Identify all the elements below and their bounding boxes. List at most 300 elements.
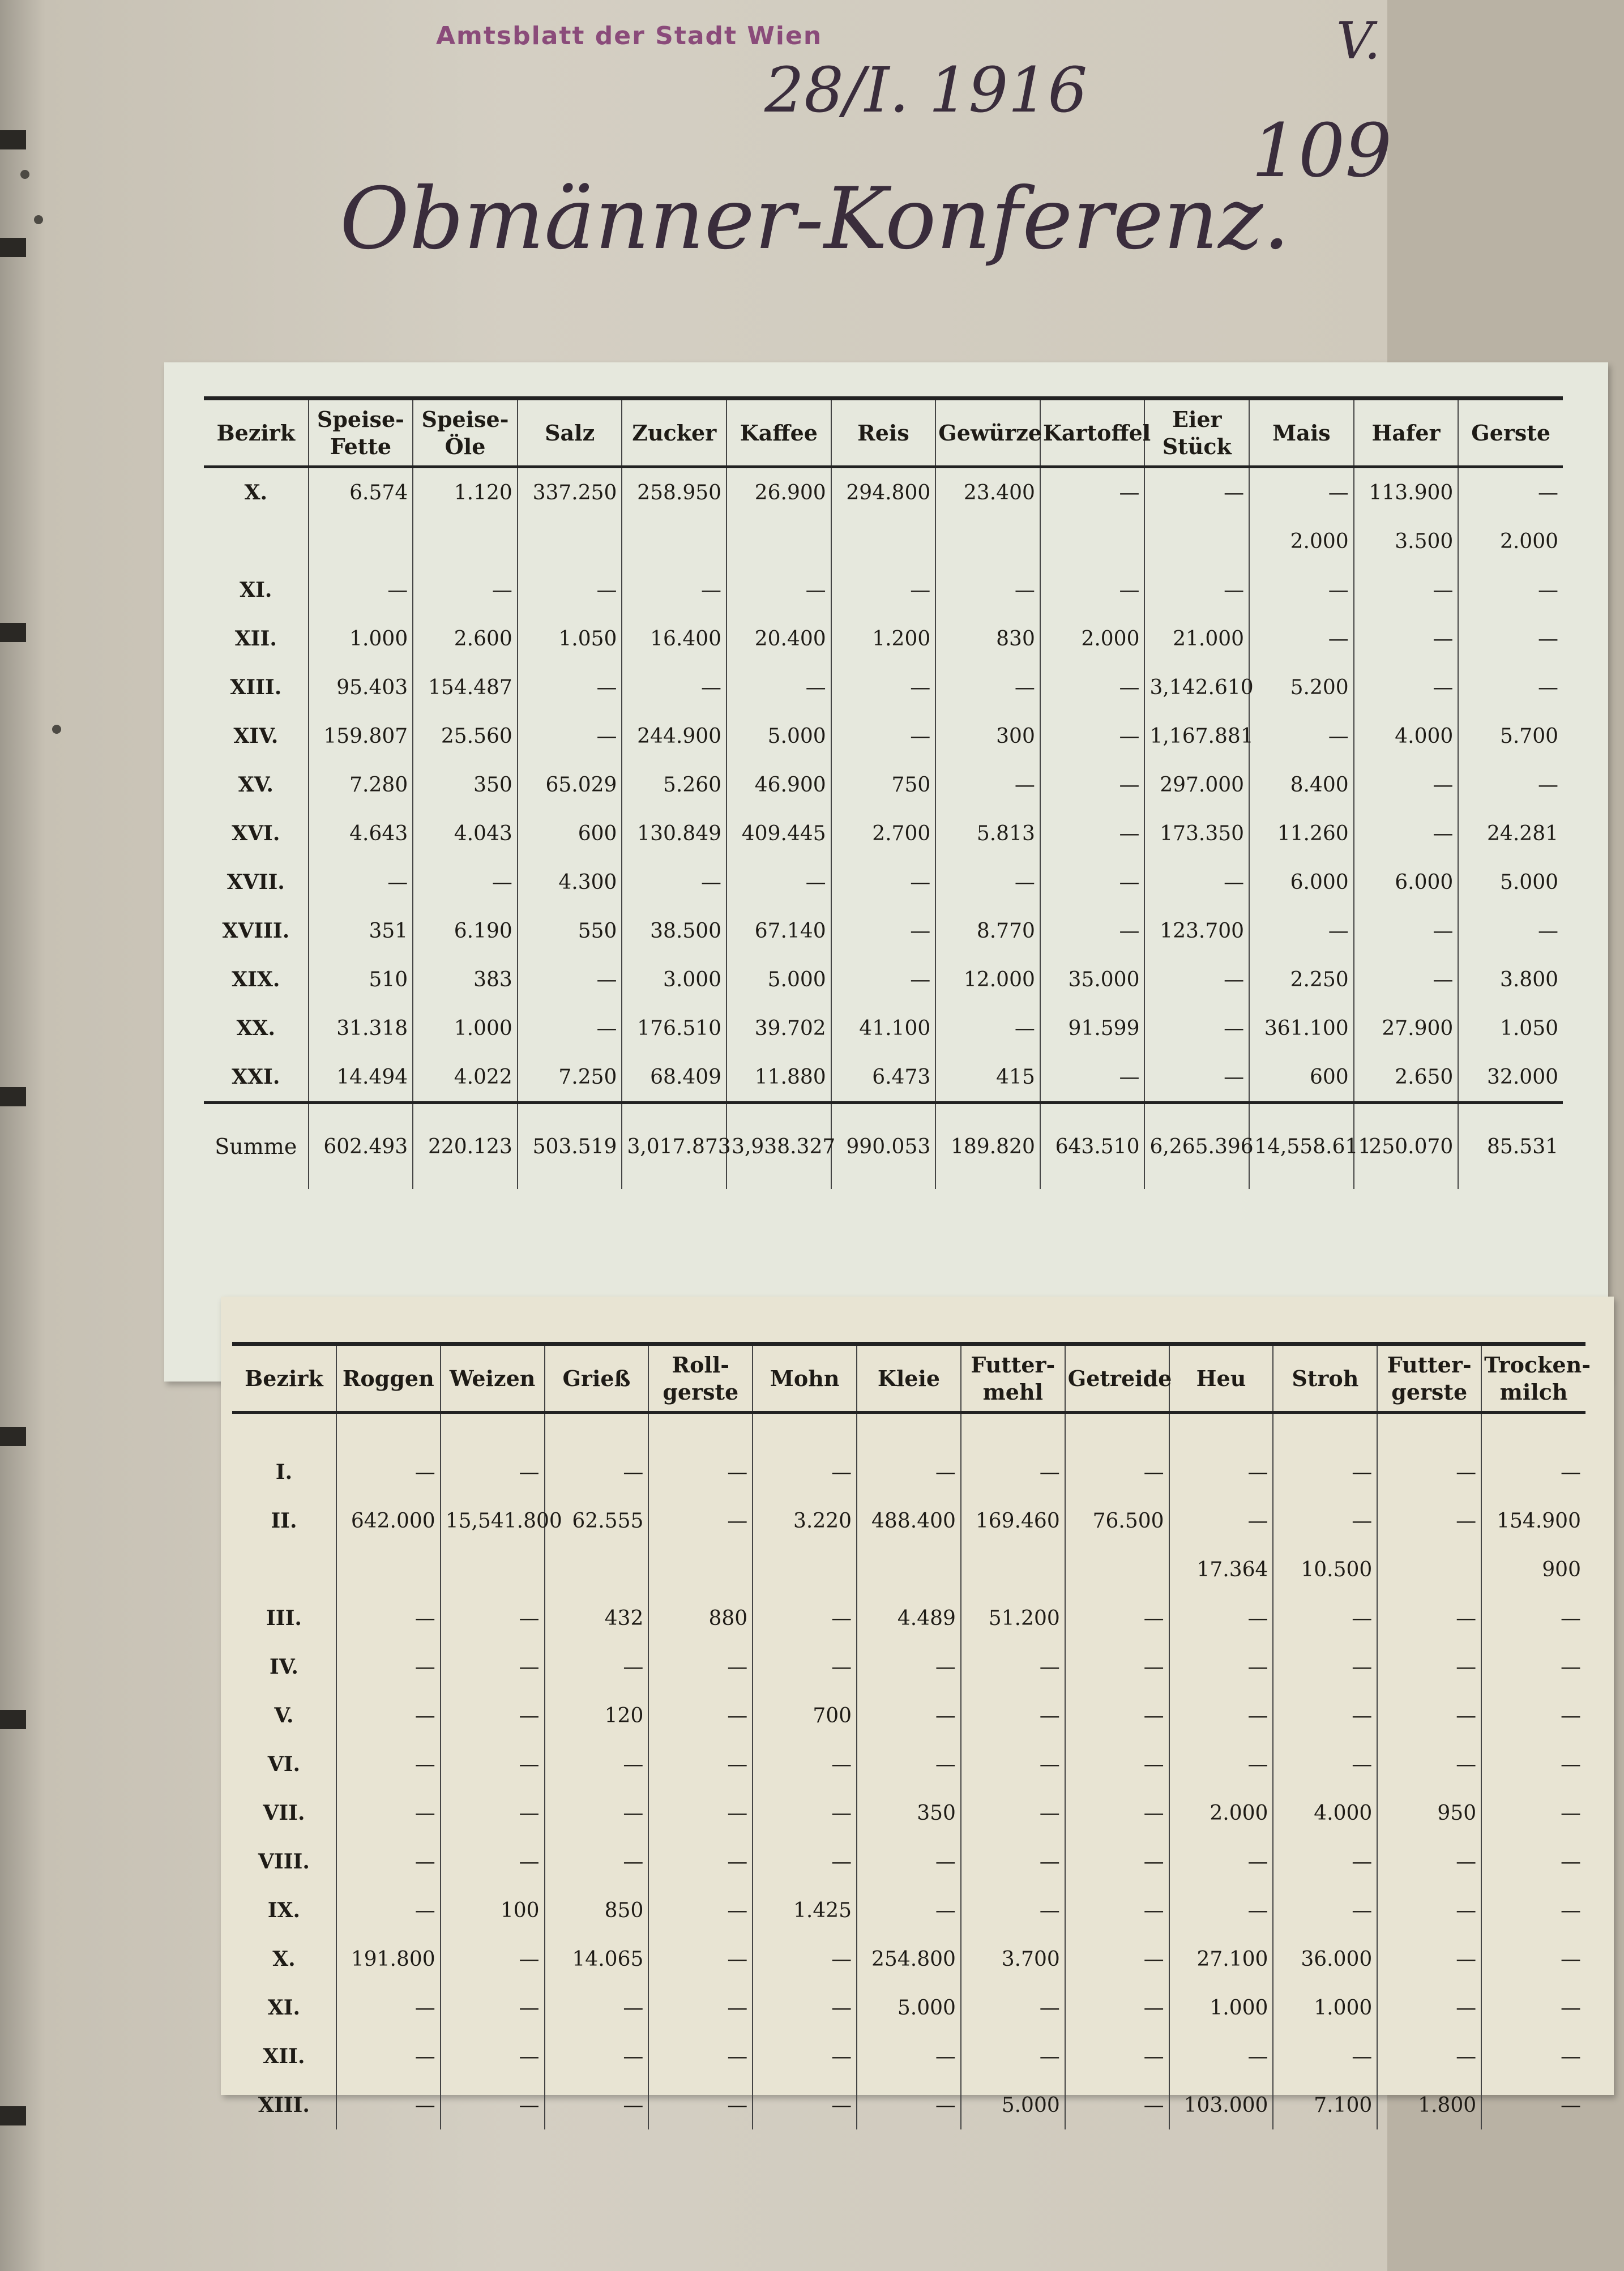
- value-cell: —: [336, 1837, 441, 1886]
- value-cell: 3,142.610: [1144, 663, 1249, 712]
- district-cell: XI.: [240, 578, 272, 602]
- value-cell: 3.220: [753, 1496, 857, 1545]
- value-cell: [1144, 517, 1249, 566]
- value-cell: —: [648, 1886, 753, 1935]
- value-cell: 409.445: [726, 809, 831, 858]
- value-cell: 26.900: [726, 467, 831, 518]
- value-cell: 6.000: [1249, 858, 1354, 906]
- value-cell: 5.000: [1458, 858, 1563, 906]
- value-cell: 36.000: [1273, 1935, 1377, 1983]
- value-cell: 46.900: [726, 760, 831, 809]
- value-cell: —: [1354, 614, 1459, 663]
- value-cell: 6.473: [831, 1053, 936, 1103]
- punch-hole: [34, 215, 43, 224]
- table-row: [232, 1740, 1585, 1789]
- value-cell: —: [1354, 663, 1459, 712]
- table-row: [204, 712, 1563, 760]
- value-cell: 2.700: [831, 809, 936, 858]
- value-cell: —: [336, 1643, 441, 1691]
- value-cell: —: [1065, 1643, 1169, 1691]
- value-cell: —: [831, 906, 936, 955]
- value-cell: —: [1458, 906, 1563, 955]
- value-cell: —: [1065, 1886, 1169, 1935]
- value-cell: —: [545, 1789, 649, 1837]
- column-header: Kartoffel: [1040, 399, 1145, 467]
- value-cell: —: [1377, 2032, 1481, 2081]
- sum-value: 6,265.396: [1144, 1103, 1249, 1190]
- table-row: [232, 1413, 1585, 1497]
- column-header: Futter-mehl: [961, 1344, 1065, 1413]
- value-cell: [935, 517, 1040, 566]
- column-header: Weizen: [441, 1344, 545, 1413]
- value-cell: —: [1065, 2081, 1169, 2129]
- district-cell: XII.: [263, 2045, 305, 2068]
- column-header: Gewürze: [935, 399, 1040, 467]
- value-cell: —: [1354, 809, 1459, 858]
- value-cell: 3.500: [1354, 517, 1459, 566]
- value-cell: 510: [309, 955, 413, 1004]
- value-cell: 600: [518, 809, 622, 858]
- value-cell: 100: [441, 1886, 545, 1935]
- value-cell: —: [753, 1983, 857, 2032]
- column-header: Trocken-milch: [1481, 1344, 1585, 1413]
- value-cell: —: [726, 858, 831, 906]
- value-cell: 3.700: [961, 1935, 1065, 1983]
- value-cell: —: [1273, 1740, 1377, 1789]
- binding-tab: [0, 238, 26, 257]
- value-cell: —: [1040, 760, 1145, 809]
- column-header: Grieß: [545, 1344, 649, 1413]
- value-cell: 6.000: [1354, 858, 1459, 906]
- value-cell: 880: [648, 1594, 753, 1643]
- value-cell: 1.200: [831, 614, 936, 663]
- value-cell: —: [857, 1837, 961, 1886]
- value-cell: [1040, 517, 1145, 566]
- value-cell: 31.318: [309, 1004, 413, 1053]
- value-cell: 2.000: [1458, 517, 1563, 566]
- value-cell: —: [1065, 1789, 1169, 1837]
- table-row: [232, 1789, 1585, 1837]
- value-cell: —: [1377, 1413, 1481, 1497]
- value-cell: —: [441, 1740, 545, 1789]
- value-cell: —: [831, 955, 936, 1004]
- value-cell: —: [1458, 467, 1563, 518]
- value-cell: 191.800: [336, 1935, 441, 1983]
- table-row: [204, 517, 1563, 566]
- value-cell: —: [1065, 1413, 1169, 1497]
- value-cell: 5.000: [857, 1983, 961, 2032]
- value-cell: [309, 517, 413, 566]
- value-cell: —: [1377, 1935, 1481, 1983]
- column-header: Getreide: [1065, 1344, 1169, 1413]
- table-row: [204, 906, 1563, 955]
- district-cell: X.: [244, 481, 268, 504]
- value-cell: [961, 1545, 1065, 1594]
- value-cell: —: [1481, 1837, 1585, 1886]
- table-row: [232, 1935, 1585, 1983]
- value-cell: —: [648, 2081, 753, 2129]
- value-cell: 3.800: [1458, 955, 1563, 1004]
- value-cell: —: [1065, 1691, 1169, 1740]
- value-cell: —: [622, 566, 726, 614]
- table-row: [232, 1691, 1585, 1740]
- value-cell: —: [1040, 663, 1145, 712]
- value-cell: —: [441, 1935, 545, 1983]
- sum-value: 3,017.873: [622, 1103, 726, 1190]
- value-cell: —: [1249, 566, 1354, 614]
- value-cell: 2.650: [1354, 1053, 1459, 1103]
- sum-value: 220.123: [413, 1103, 518, 1190]
- value-cell: —: [545, 2081, 649, 2129]
- value-cell: —: [1169, 2032, 1273, 2081]
- value-cell: —: [753, 1413, 857, 1497]
- value-cell: 294.800: [831, 467, 936, 518]
- district-cell: V.: [274, 1704, 294, 1727]
- value-cell: —: [441, 1789, 545, 1837]
- sum-value: 503.519: [518, 1103, 622, 1190]
- column-header: Stroh: [1273, 1344, 1377, 1413]
- value-cell: 350: [857, 1789, 961, 1837]
- value-cell: [726, 517, 831, 566]
- value-cell: 20.400: [726, 614, 831, 663]
- value-cell: —: [545, 2032, 649, 2081]
- value-cell: —: [753, 1935, 857, 1983]
- value-cell: 700: [753, 1691, 857, 1740]
- value-cell: 103.000: [1169, 2081, 1273, 2129]
- value-cell: 39.702: [726, 1004, 831, 1053]
- value-cell: —: [309, 566, 413, 614]
- value-cell: 67.140: [726, 906, 831, 955]
- value-cell: —: [441, 2032, 545, 2081]
- value-cell: 297.000: [1144, 760, 1249, 809]
- value-cell: —: [935, 566, 1040, 614]
- value-cell: [441, 1545, 545, 1594]
- column-header: Hafer: [1354, 399, 1459, 467]
- value-cell: —: [1249, 467, 1354, 518]
- district-cell: XIII.: [230, 675, 282, 699]
- value-cell: —: [622, 663, 726, 712]
- value-cell: —: [753, 1740, 857, 1789]
- value-cell: —: [336, 1886, 441, 1935]
- value-cell: —: [1144, 467, 1249, 518]
- value-cell: —: [857, 1740, 961, 1789]
- value-cell: —: [857, 2032, 961, 2081]
- value-cell: —: [961, 1886, 1065, 1935]
- district-cell: XIX.: [232, 968, 280, 991]
- value-cell: —: [1458, 566, 1563, 614]
- binding-tab: [0, 1710, 26, 1729]
- value-cell: 550: [518, 906, 622, 955]
- value-cell: 351: [309, 906, 413, 955]
- table-row: [204, 663, 1563, 712]
- value-cell: —: [336, 1789, 441, 1837]
- value-cell: —: [648, 1643, 753, 1691]
- value-cell: 5.000: [726, 955, 831, 1004]
- value-cell: 4.489: [857, 1594, 961, 1643]
- value-cell: 76.500: [1065, 1496, 1169, 1545]
- value-cell: —: [1458, 663, 1563, 712]
- value-cell: 244.900: [622, 712, 726, 760]
- value-cell: 27.900: [1354, 1004, 1459, 1053]
- column-header: Kaffee: [726, 399, 831, 467]
- value-cell: —: [1377, 1886, 1481, 1935]
- value-cell: —: [336, 1594, 441, 1643]
- value-cell: —: [753, 1789, 857, 1837]
- value-cell: 300: [935, 712, 1040, 760]
- value-cell: 14.494: [309, 1053, 413, 1103]
- value-cell: —: [857, 1691, 961, 1740]
- value-cell: —: [622, 858, 726, 906]
- column-header: Mohn: [753, 1344, 857, 1413]
- value-cell: —: [648, 1983, 753, 2032]
- value-cell: —: [441, 2081, 545, 2129]
- value-cell: 2.250: [1249, 955, 1354, 1004]
- value-cell: —: [1065, 2032, 1169, 2081]
- value-cell: —: [961, 1740, 1065, 1789]
- table-row: [204, 760, 1563, 809]
- value-cell: —: [518, 1004, 622, 1053]
- value-cell: —: [1481, 1413, 1585, 1497]
- binding-tab: [0, 623, 26, 642]
- value-cell: 17.364: [1169, 1545, 1273, 1594]
- value-cell: —: [753, 2081, 857, 2129]
- value-cell: —: [1377, 1740, 1481, 1789]
- value-cell: —: [935, 858, 1040, 906]
- value-cell: —: [545, 1413, 649, 1497]
- table-row: [204, 467, 1563, 518]
- value-cell: 4.043: [413, 809, 518, 858]
- value-cell: —: [1377, 1983, 1481, 2032]
- value-cell: —: [831, 566, 936, 614]
- value-cell: —: [753, 2032, 857, 2081]
- value-cell: —: [441, 1983, 545, 2032]
- table-row: [232, 1983, 1585, 2032]
- sum-value: 14,558.611: [1249, 1103, 1354, 1190]
- value-cell: 10.500: [1273, 1545, 1377, 1594]
- value-cell: —: [1040, 809, 1145, 858]
- value-cell: —: [1273, 1837, 1377, 1886]
- value-cell: —: [726, 663, 831, 712]
- value-cell: [648, 1545, 753, 1594]
- value-cell: 337.250: [518, 467, 622, 518]
- column-header: Eier Stück: [1144, 399, 1249, 467]
- value-cell: —: [1040, 858, 1145, 906]
- value-cell: 361.100: [1249, 1004, 1354, 1053]
- value-cell: [545, 1545, 649, 1594]
- value-cell: —: [1481, 1935, 1585, 1983]
- district-cell: IV.: [269, 1655, 298, 1679]
- sum-row: [204, 1103, 1563, 1190]
- value-cell: —: [1169, 1691, 1273, 1740]
- sum-value: 189.820: [935, 1103, 1040, 1190]
- value-cell: 1.000: [1273, 1983, 1377, 2032]
- food-supply-table: [204, 396, 1563, 1189]
- value-cell: —: [648, 2032, 753, 2081]
- column-header: Heu: [1169, 1344, 1273, 1413]
- value-cell: 254.800: [857, 1935, 961, 1983]
- value-cell: —: [1065, 1935, 1169, 1983]
- table-row: [232, 1643, 1585, 1691]
- value-cell: —: [1065, 1740, 1169, 1789]
- value-cell: —: [336, 1740, 441, 1789]
- binding-tab: [0, 2106, 26, 2125]
- sum-value: 3,938.327: [726, 1103, 831, 1190]
- value-cell: —: [1377, 1837, 1481, 1886]
- value-cell: —: [1169, 1413, 1273, 1497]
- value-cell: 27.100: [1169, 1935, 1273, 1983]
- value-cell: —: [648, 1740, 753, 1789]
- value-cell: 6.574: [309, 467, 413, 518]
- value-cell: 51.200: [961, 1594, 1065, 1643]
- value-cell: —: [1040, 712, 1145, 760]
- value-cell: —: [1458, 614, 1563, 663]
- district-cell: XXI.: [232, 1065, 280, 1089]
- value-cell: —: [1481, 1983, 1585, 2032]
- column-header: Bezirk: [204, 399, 309, 467]
- table-header-row: [204, 399, 1563, 467]
- value-cell: —: [648, 1837, 753, 1886]
- column-header: Speise-Fette: [309, 399, 413, 467]
- value-cell: —: [961, 1789, 1065, 1837]
- value-cell: —: [1065, 1837, 1169, 1886]
- value-cell: —: [518, 955, 622, 1004]
- value-cell: 7.280: [309, 760, 413, 809]
- value-cell: —: [753, 1594, 857, 1643]
- value-cell: —: [831, 858, 936, 906]
- value-cell: [622, 517, 726, 566]
- value-cell: 169.460: [961, 1496, 1065, 1545]
- value-cell: 2.000: [1169, 1789, 1273, 1837]
- value-cell: —: [935, 663, 1040, 712]
- value-cell: —: [1144, 1053, 1249, 1103]
- value-cell: —: [857, 1413, 961, 1497]
- value-cell: —: [1377, 1691, 1481, 1740]
- value-cell: —: [1377, 1496, 1481, 1545]
- value-cell: —: [1273, 1594, 1377, 1643]
- value-cell: 1,167.881: [1144, 712, 1249, 760]
- column-header: Futter-gerste: [1377, 1344, 1481, 1413]
- value-cell: 159.807: [309, 712, 413, 760]
- value-cell: 5.260: [622, 760, 726, 809]
- value-cell: 850: [545, 1886, 649, 1935]
- value-cell: —: [518, 663, 622, 712]
- district-cell: [232, 1545, 336, 1594]
- value-cell: —: [961, 2032, 1065, 2081]
- district-cell: XIII.: [258, 2093, 310, 2117]
- value-cell: —: [961, 1413, 1065, 1497]
- value-cell: 7.100: [1273, 2081, 1377, 2129]
- column-header: Zucker: [622, 399, 726, 467]
- value-cell: —: [648, 1691, 753, 1740]
- value-cell: —: [441, 1594, 545, 1643]
- table-row: [232, 1837, 1585, 1886]
- table-row: [232, 1594, 1585, 1643]
- district-cell: VI.: [267, 1752, 301, 1776]
- value-cell: —: [441, 1691, 545, 1740]
- value-cell: —: [1377, 1643, 1481, 1691]
- district-cell: VII.: [263, 1801, 305, 1825]
- column-header: Mais: [1249, 399, 1354, 467]
- sum-value: 990.053: [831, 1103, 936, 1190]
- value-cell: —: [1481, 1594, 1585, 1643]
- value-cell: —: [726, 566, 831, 614]
- value-cell: —: [648, 1935, 753, 1983]
- value-cell: —: [336, 1691, 441, 1740]
- value-cell: [518, 517, 622, 566]
- value-cell: —: [1065, 1594, 1169, 1643]
- value-cell: —: [1249, 712, 1354, 760]
- value-cell: 5.813: [935, 809, 1040, 858]
- table-row: [204, 614, 1563, 663]
- value-cell: —: [1354, 760, 1459, 809]
- table-row: [204, 955, 1563, 1004]
- value-cell: —: [935, 760, 1040, 809]
- column-header: Roggen: [336, 1344, 441, 1413]
- value-cell: [831, 517, 936, 566]
- value-cell: —: [1354, 566, 1459, 614]
- value-cell: 62.555: [545, 1496, 649, 1545]
- value-cell: [1377, 1545, 1481, 1594]
- value-cell: 5.700: [1458, 712, 1563, 760]
- value-cell: 4.022: [413, 1053, 518, 1103]
- value-cell: —: [1273, 1643, 1377, 1691]
- fodder-supply-table: [232, 1342, 1591, 2129]
- value-cell: —: [1169, 1594, 1273, 1643]
- value-cell: 3.000: [622, 955, 726, 1004]
- district-cell: X.: [272, 1947, 296, 1971]
- value-cell: —: [1377, 1594, 1481, 1643]
- sum-value: 250.070: [1354, 1103, 1459, 1190]
- value-cell: [413, 517, 518, 566]
- value-cell: 488.400: [857, 1496, 961, 1545]
- column-header: Roll-gerste: [648, 1344, 753, 1413]
- value-cell: 4.300: [518, 858, 622, 906]
- value-cell: 5.000: [961, 2081, 1065, 2129]
- value-cell: 642.000: [336, 1496, 441, 1545]
- table-row: [204, 1004, 1563, 1053]
- column-header: Speise-Öle: [413, 399, 518, 467]
- value-cell: 1.050: [518, 614, 622, 663]
- value-cell: —: [1354, 955, 1459, 1004]
- handwritten-date: 28/I. 1916: [764, 54, 1088, 126]
- value-cell: —: [441, 1643, 545, 1691]
- value-cell: 383: [413, 955, 518, 1004]
- value-cell: —: [1481, 1789, 1585, 1837]
- value-cell: —: [1065, 1983, 1169, 2032]
- value-cell: [1065, 1545, 1169, 1594]
- value-cell: 38.500: [622, 906, 726, 955]
- binding-tab: [0, 130, 26, 149]
- value-cell: —: [1273, 1886, 1377, 1935]
- value-cell: 4.000: [1273, 1789, 1377, 1837]
- table-row: [232, 1545, 1585, 1594]
- value-cell: 1.120: [413, 467, 518, 518]
- value-cell: —: [1169, 1740, 1273, 1789]
- value-cell: —: [1144, 1004, 1249, 1053]
- value-cell: —: [1249, 906, 1354, 955]
- table-row: [232, 1886, 1585, 1935]
- value-cell: 2.000: [1040, 614, 1145, 663]
- value-cell: 600: [1249, 1053, 1354, 1103]
- value-cell: —: [1040, 467, 1145, 518]
- value-cell: —: [1481, 1691, 1585, 1740]
- column-header: Salz: [518, 399, 622, 467]
- value-cell: —: [1249, 614, 1354, 663]
- value-cell: 11.260: [1249, 809, 1354, 858]
- district-cell: XII.: [234, 627, 277, 651]
- district-cell: III.: [266, 1606, 302, 1630]
- value-cell: 8.400: [1249, 760, 1354, 809]
